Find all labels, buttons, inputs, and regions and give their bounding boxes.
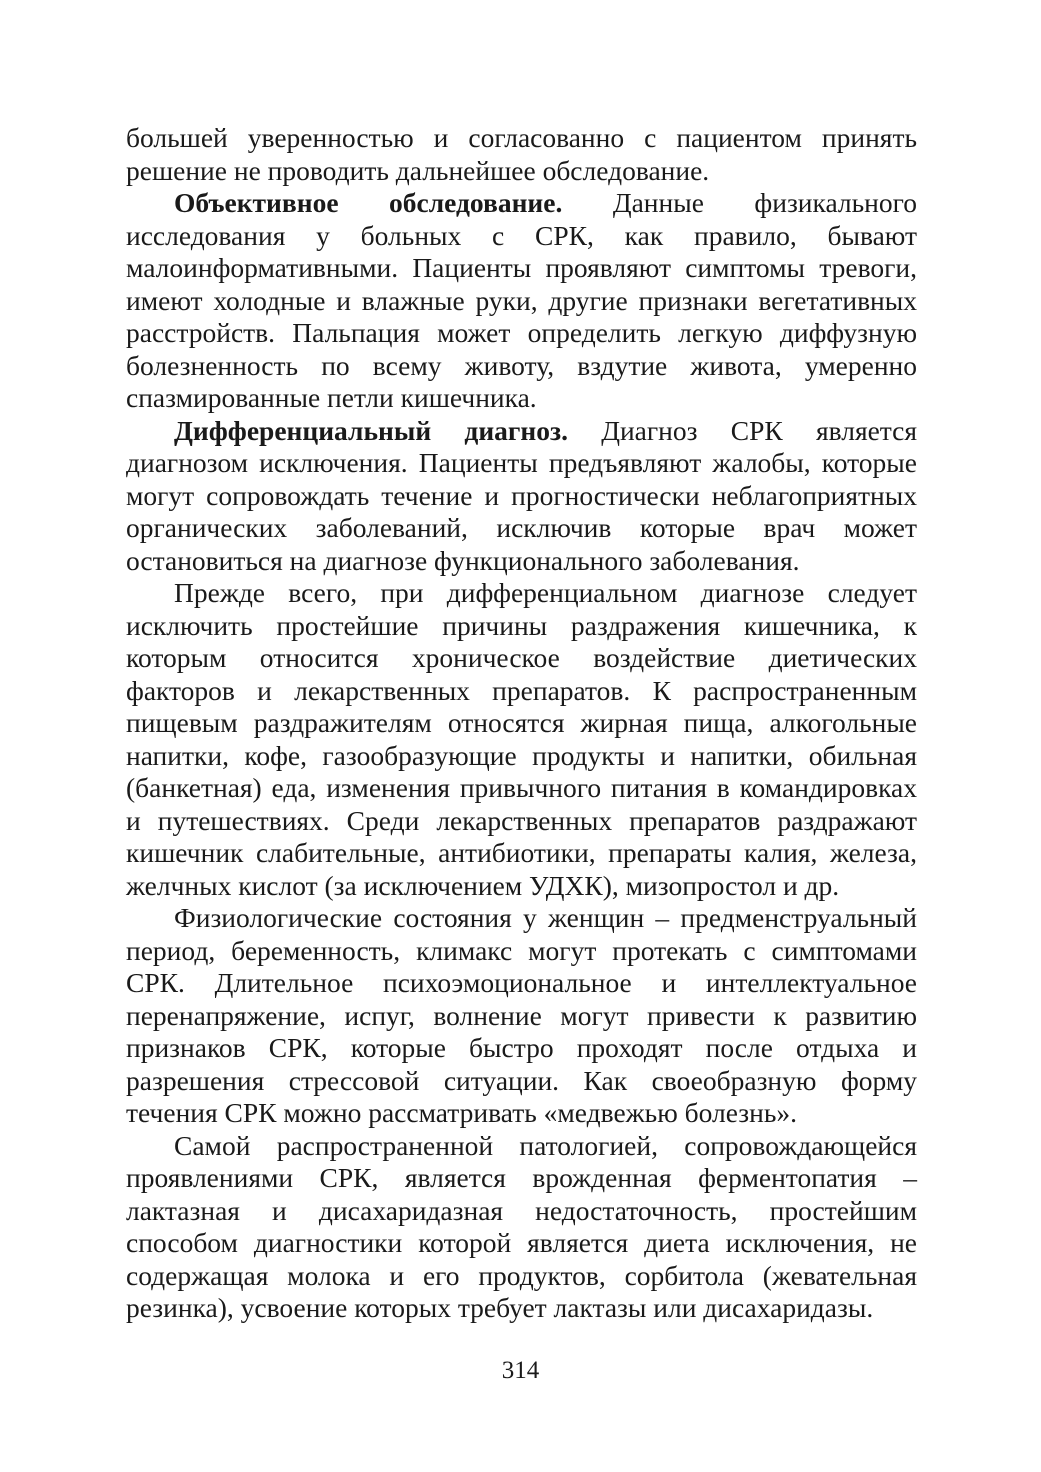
paragraph-text: Самой распространенной патологией, сопровождающейся проявлениями СРК, является врожденная ферментопатия – лактазная и дисахаридазная недостаточность, простейшим способом диагностики которой является диета исключения, не содержащая молока и его продуктов, сорбитола (жевательная резинка), усвоение которых требует лактазы или дисахаридазы. — [126, 1129, 917, 1323]
paragraph-differential-diagnosis — [126, 415, 917, 578]
paragraph-text: большей уверенностью и согласованно с пациентом принять решение не проводить дальнейшее обследование. — [126, 122, 917, 186]
paragraph-irritants — [126, 577, 917, 902]
paragraph-text: Диагноз СРК является диагнозом исключения. Пациенты предъявляют жалобы, которые могут сопровождать течение и прогностически неблагоприятных органических заболеваний, исключив которые врач может остановиться на диагнозе функционального заболевания. — [126, 414, 918, 576]
paragraph-heading: Дифференциальный диагноз. — [174, 414, 568, 446]
paragraph-text: Данные физикального исследования у больных с СРК, как правило, бывают малоинформативными. Пациенты проявляют симптомы тревоги, имеют холодные и влажные руки, другие признаки вегетативных расстройств. Пальпация может определить легкую диффузную болезненность по всему животу, вздутие живота, умеренно спазмированные петли кишечника. — [126, 187, 917, 413]
paragraph-fermentopathy — [126, 1130, 917, 1325]
paragraph-physiological-states — [126, 902, 917, 1130]
paragraph-objective-exam — [126, 187, 917, 415]
paragraph-continuation — [126, 122, 917, 187]
page-number: 314 — [501, 1357, 540, 1384]
page-body — [126, 122, 917, 1325]
paragraph-text: Прежде всего, при дифференциальном диагнозе следует исключить простейшие причины раздражения кишечника, к которым относится хроническое воздействие диетических факторов и лекарственных препаратов. К распространенным пищевым раздражителям относятся жирная пища, алкогольные напитки, кофе, газообразующие продукты и напитки, обильная (банкетная) еда, изменения привычного питания в командировках и путешествиях. Среди лекарственных препаратов раздражают кишечник слабительные, антибиотики, препараты калия, железа, желчных кислот (за исключением УДХК), мизопростол и др. — [126, 577, 917, 901]
paragraph-text: Физиологические состояния у женщин – предменструальный период, беременность, климакс могут протекать с симптомами СРК. Длительное психоэмоциональное и интеллектуальное перенапряжение, испуг, волнение могут привести к развитию признаков СРК, которые быстро проходят после отдыха и разрешения стрессовой ситуации. Как своеобразную форму течения СРК можно рассматривать «медвежью болезнь». — [126, 902, 917, 1128]
paragraph-heading: Объективное обследование. — [174, 187, 563, 218]
